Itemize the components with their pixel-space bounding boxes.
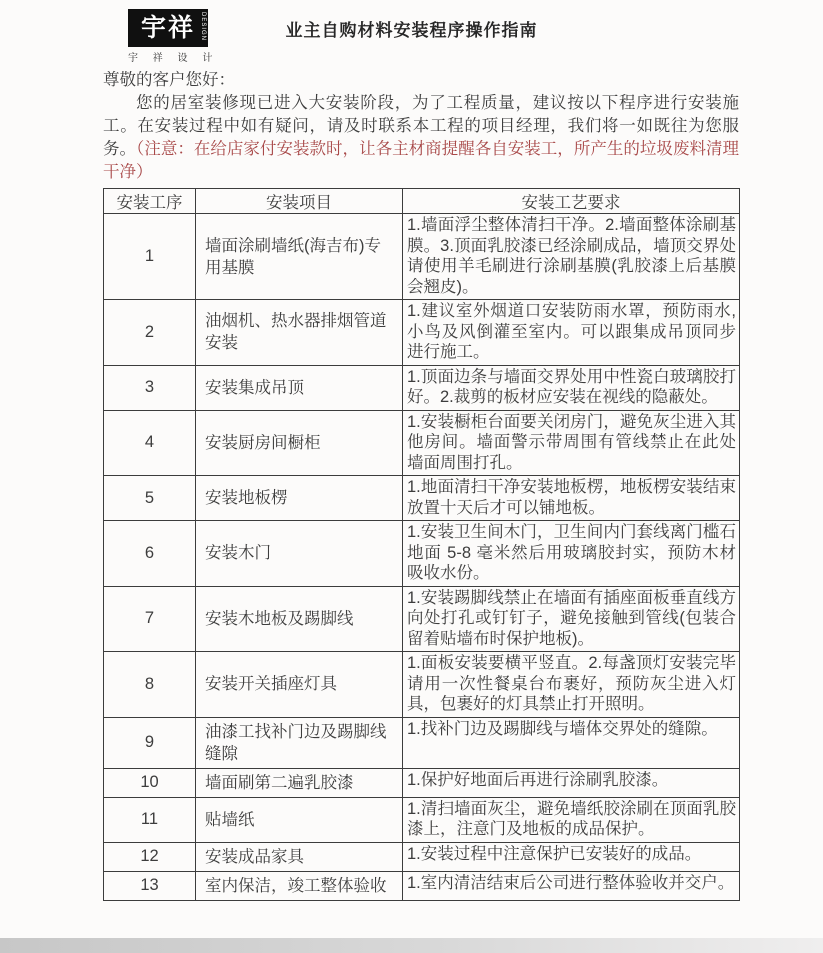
page-title: 业主自购材料安装程序操作指南 [285, 21, 538, 40]
step-number: 8 [104, 652, 196, 718]
logo-mark [128, 9, 208, 47]
project-name: 墙面刷第二遍乳胶漆 [196, 768, 403, 797]
table-row [104, 410, 740, 476]
project-name: 油漆工找补门边及踢脚线缝隙 [196, 717, 403, 768]
table-row [104, 717, 740, 768]
step-number: 2 [104, 300, 196, 366]
craft-requirement: 1.找补门边及踢脚线与墙体交界处的缝隙。 [403, 717, 740, 768]
table-row [104, 365, 740, 410]
company-logo [128, 9, 219, 64]
header-project: 安装项目 [196, 189, 403, 214]
installation-procedure-table [103, 188, 740, 901]
project-name: 安装木地板及踢脚线 [196, 586, 403, 652]
project-name: 油烟机、热水器排烟管道安装 [196, 300, 403, 366]
table-row [104, 586, 740, 652]
intro-warning: （注意：在给店家付安装款时，让各主材商提醒各自安装工，所产生的垃圾废料清理干净） [103, 140, 740, 181]
header-row [104, 189, 740, 214]
craft-requirement: 1.室内清洁结束后公司进行整体验收并交户。 [403, 871, 740, 900]
step-number: 4 [104, 410, 196, 476]
craft-requirement: 1.面板安装要横平竖直。2.每盏顶灯安装完毕请用一次性餐桌台布裹好，预防灰尘进入灯具，包裹好的灯具禁止打开照明。 [403, 652, 740, 718]
step-number: 10 [104, 768, 196, 797]
table-header [104, 189, 740, 214]
craft-requirement: 1.安装卫生间木门，卫生间内门套线离门槛石地面 5-8 毫米然后用玻璃胶封实，预防木材吸收水份。 [403, 521, 740, 587]
header-requirement: 安装工艺要求 [403, 189, 740, 214]
step-number: 13 [104, 871, 196, 900]
step-number: 1 [104, 214, 196, 300]
project-name: 安装厨房间橱柜 [196, 410, 403, 476]
step-number: 7 [104, 586, 196, 652]
table-row [104, 300, 740, 366]
logo-subtitle: 宇 祥 设 计 [128, 53, 219, 64]
document-body [103, 66, 739, 901]
step-number: 11 [104, 797, 196, 842]
intro-text: 您的居室装修现已进入大安装阶段，为了工程质量，建议按以下程序进行安装施工。在安装过程中如有疑问，请及时联系本工程的项目经理，我们将一如既往为您服务。 [103, 94, 739, 158]
craft-requirement: 1.清扫墙面灰尘，避免墙纸胶涂刷在顶面乳胶漆上，注意门及地板的成品保护。 [403, 797, 740, 842]
project-name: 安装集成吊顶 [196, 365, 403, 410]
craft-requirement: 1.安装过程中注意保护已安装好的成品。 [403, 842, 740, 871]
document-header [0, 0, 823, 64]
table-row [104, 521, 740, 587]
project-name: 墙面涂刷墙纸(海吉布)专用基膜 [196, 214, 403, 300]
table-row [104, 476, 740, 521]
table-row [104, 842, 740, 871]
project-name: 室内保洁，竣工整体验收 [196, 871, 403, 900]
craft-requirement: 1.地面清扫干净安装地板楞，地板楞安装结束放置十天后才可以铺地板。 [403, 476, 740, 521]
table-body [104, 214, 740, 901]
step-number: 9 [104, 717, 196, 768]
project-name: 贴墙纸 [196, 797, 403, 842]
project-name: 安装开关插座灯具 [196, 652, 403, 718]
project-name: 安装成品家具 [196, 842, 403, 871]
step-number: 5 [104, 476, 196, 521]
craft-requirement: 1.顶面边条与墙面交界处用中性瓷白玻璃胶打好。2.裁剪的板材应安装在视线的隐蔽处。 [403, 365, 740, 410]
step-number: 6 [104, 521, 196, 587]
craft-requirement: 1.安装橱柜台面要关闭房门，避免灰尘进入其他房间。墙面警示带周围有管线禁止在此处墙面周围打孔。 [403, 410, 740, 476]
step-number: 3 [104, 365, 196, 410]
greeting-line: 尊敬的客户您好： [103, 71, 235, 89]
craft-requirement: 1.安装踢脚线禁止在墙面有插座面板垂直线方向处打孔或钉钉子，避免接触到管线(包装合留着贴墙布时保护地板)。 [403, 586, 740, 652]
table-row [104, 214, 740, 300]
table-row [104, 768, 740, 797]
table-row [104, 871, 740, 900]
step-number: 12 [104, 842, 196, 871]
scan-edge-strip [0, 938, 823, 953]
logo-design-vertical-text: DESIGN [200, 12, 206, 42]
header-step: 安装工序 [104, 189, 196, 214]
project-name: 安装木门 [196, 521, 403, 587]
project-name: 安装地板楞 [196, 476, 403, 521]
craft-requirement: 1.墙面浮尘整体清扫干净。2.墙面整体涂刷基膜。3.顶面乳胶漆已经涂刷成品，墙顶交界处请使用羊毛刷进行涂刷基膜(乳胶漆上后基膜会翘皮)。 [403, 214, 740, 300]
craft-requirement: 1.保护好地面后再进行涂刷乳胶漆。 [403, 768, 740, 797]
table-row [104, 797, 740, 842]
intro-paragraph [103, 92, 739, 184]
logo-text: 宇祥 [140, 13, 195, 42]
table-row [104, 652, 740, 718]
craft-requirement: 1.建议室外烟道口安装防雨水罩，预防雨水,小鸟及风倒灌至室内。可以跟集成吊顶同步进行施工。 [403, 300, 740, 366]
